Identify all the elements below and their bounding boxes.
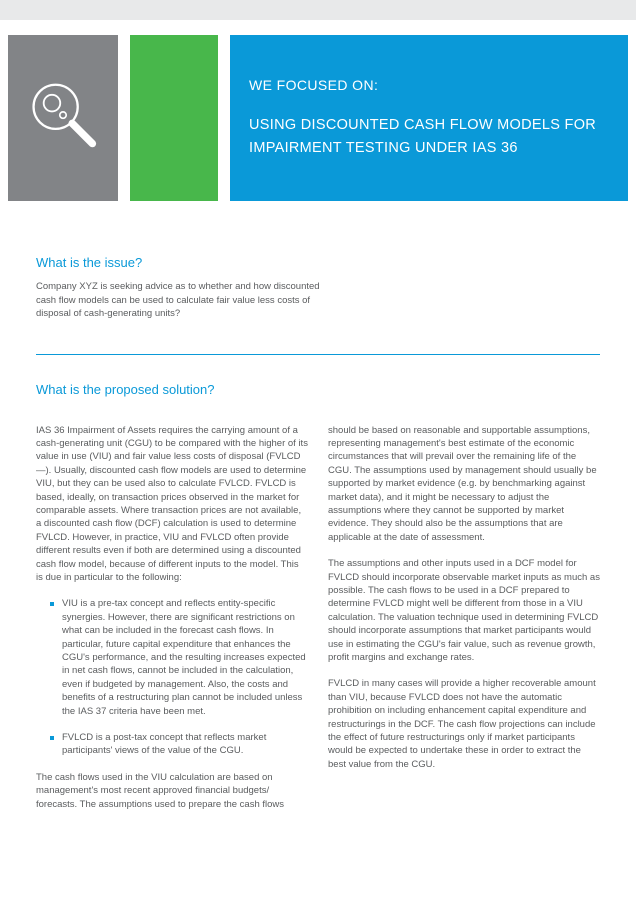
solution-paragraph: should be based on reasonable and supportable assumptions, representing management's best estimate of the economic circumstances that will prevail over the remaining life of the CGU. The assumptions used by management should usually be supported by market evidence (e.g. by benchmarking against market data), and it might be necessary to adjust the assumptions where they cannot be supported by market evidence. They should also be the assumptions that are applicable at the date of assessment. <box>328 424 597 543</box>
section-divider <box>36 354 600 355</box>
issue-heading: What is the issue? <box>36 255 143 270</box>
issue-section <box>36 255 600 321</box>
banner-title-line2: IMPAIRMENT TESTING UNDER IAS 36 <box>249 140 518 156</box>
solution-paragraph: FVLCD in many cases will provide a higher recoverable amount than VIU, because FVLCD does not have the automatic prohibition on including enhancement capital expenditure and restructurings in the DCF. The cash flow projections can include the effect of future restructurings only if market participants would be expected to undertake these in order to extract the best value from the CGU. <box>328 678 596 770</box>
bullet-text: FVLCD is a post-tax concept that reflects market participants' views of the value of the CGU. <box>62 732 267 757</box>
solution-heading: What is the proposed solution? <box>36 381 215 397</box>
green-block <box>130 35 218 201</box>
bullet-text: VIU is a pre-tax concept and reflects entity-specific synergies. However, there are significant restrictions on what can be included in the forecast cash flows. In particular, future capital expenditure that enhances the CGU's performance, and the resulting increases expected in net cash flows, cannot be included in the calculation, even if budgeted by management. Also, the costs and benefits of a restructuring plan cannot be included unless the IAS 37 criteria have been met. <box>62 598 306 717</box>
bullet-marker-icon <box>50 736 54 740</box>
two-column-body <box>36 424 600 812</box>
solution-paragraph: The assumptions and other inputs used in a DCF model for FVLCD should incorporate observable market inputs as much as possible. The cash flows to be used in a DCF prepared to determine FVLCD might well be different from those in a VIU calculation. The valuation technique used in determining FVLCD should incorporate assumptions that market participants would use in estimating the CGU's fair value, such as revenue growth, profit margins and exchange rates. <box>328 558 600 663</box>
gray-block <box>8 35 118 201</box>
solution-section <box>36 382 600 812</box>
blue-title-block <box>230 35 628 201</box>
magnifying-glass-icon <box>17 70 109 167</box>
banner-title-line1: USING DISCOUNTED CASH FLOW MODELS FOR <box>249 117 597 133</box>
left-column <box>36 424 308 812</box>
list-item <box>50 731 308 758</box>
right-column <box>328 424 600 812</box>
issue-body-text: Company XYZ is seeking advice as to whether and how discounted cash flow models can be used to calculate fair value less costs of disposal of cash-generating units? <box>36 281 320 319</box>
banner-title <box>249 114 608 160</box>
banner-kicker: WE FOCUSED ON: <box>249 77 379 93</box>
bullet-marker-icon <box>50 602 54 606</box>
list-item <box>50 597 308 718</box>
top-strip <box>0 0 636 20</box>
solution-paragraph: The cash flows used in the VIU calculation are based on management's most recent approved financial budgets/ forecasts. The assumptions used to prepare the cash flows <box>36 771 285 810</box>
bullet-list <box>50 597 308 757</box>
solution-paragraph: IAS 36 Impairment of Assets requires the carrying amount of a cash-generating unit (CGU) to be compared with the higher of its value in use (VIU) and fair value less costs of disposal (FVLCD—). Usually, discounted cash flow models are used to determine VIU, but they can be used also to calculate FVLCD. FVLCD is based, ideally, on transaction prices observed in the market for comparable assets. Where transaction prices are not available, a discounted cash flow (DCF) calculation is used to determine FVLCD. However, in practice, VIU and FVLCD often provide different results even if both are determined using a discounted cash flow model, because of different inputs to the model. This is due in particular to the following: <box>36 424 308 583</box>
header-banner <box>8 35 628 201</box>
